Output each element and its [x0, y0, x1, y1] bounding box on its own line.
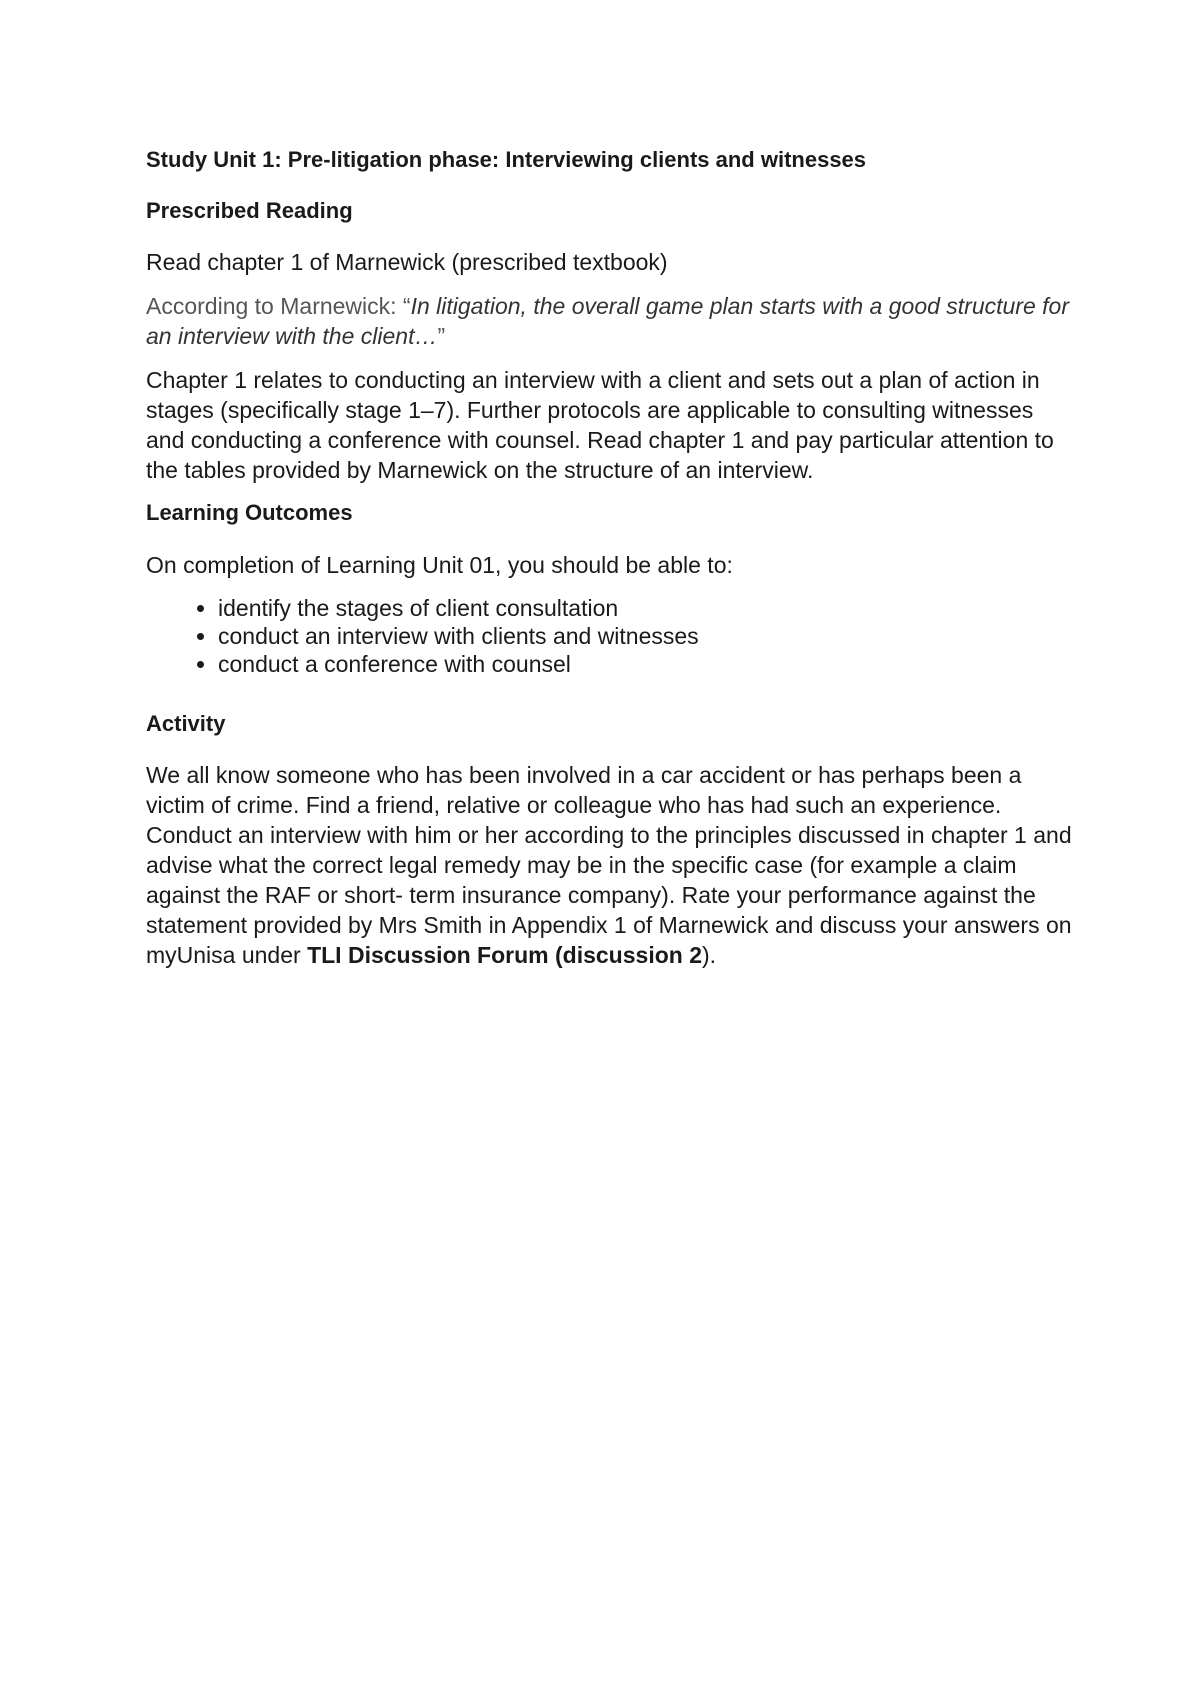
- prescribed-reading-heading: Prescribed Reading: [146, 197, 353, 223]
- quote-text: In litigation, the overall game plan starts with a good structure for an interview with the client…: [146, 293, 1069, 350]
- unit-title: Study Unit 1: Pre-litigation phase: Interviewing clients and witnesses: [146, 147, 867, 172]
- activity-body: [146, 760, 1076, 970]
- reading-instruction: Read chapter 1 of Marnewick (prescribed textbook): [146, 249, 668, 276]
- document-content: [146, 146, 1076, 970]
- list-item: • conduct an interview with clients and witnesses: [218, 622, 1076, 650]
- learning-outcomes-list: [146, 594, 1076, 678]
- list-item: • identify the stages of client consultation: [218, 594, 1076, 622]
- activity-ending: ).: [701, 942, 717, 969]
- discussion-ref: (discussion 2: [555, 942, 702, 969]
- forum-name: TLI Discussion Forum: [307, 942, 549, 969]
- learning-outcomes-heading: Learning Outcomes: [146, 500, 353, 526]
- activity-heading: Activity: [146, 710, 226, 736]
- activity-text: We all know someone who has been involved in a car accident or has perhaps been a victim of crime. Find a friend, relative or colleague who has had such an experience. Conduct an interview with him or her according to the principles discussed in chapter 1 and advise what the correct legal remedy may be in the specific case (for example a claim against the RAF or short- term insurance company). Rate your performance against the statement provided by Mrs Smith in Appendix 1 of Marnewick and discuss your answers on myUnisa under: [146, 762, 1072, 969]
- quote-suffix: ”: [437, 323, 446, 350]
- list-item: • conduct a conference with counsel: [218, 650, 1076, 678]
- quote-prefix: According to Marnewick: “: [146, 293, 411, 320]
- marnewick-quote: [146, 291, 1076, 351]
- chapter-summary: Chapter 1 relates to conducting an interview with a client and sets out a plan of action in stages (specifically stage 1–7). Further protocols are applicable to consulting witnesses and conducting a conference with counsel. Read chapter 1 and pay particular attention to the tables provided by Marnewick on the structure of an interview.: [146, 367, 1054, 484]
- learning-outcomes-intro: On completion of Learning Unit 01, you should be able to:: [146, 551, 733, 578]
